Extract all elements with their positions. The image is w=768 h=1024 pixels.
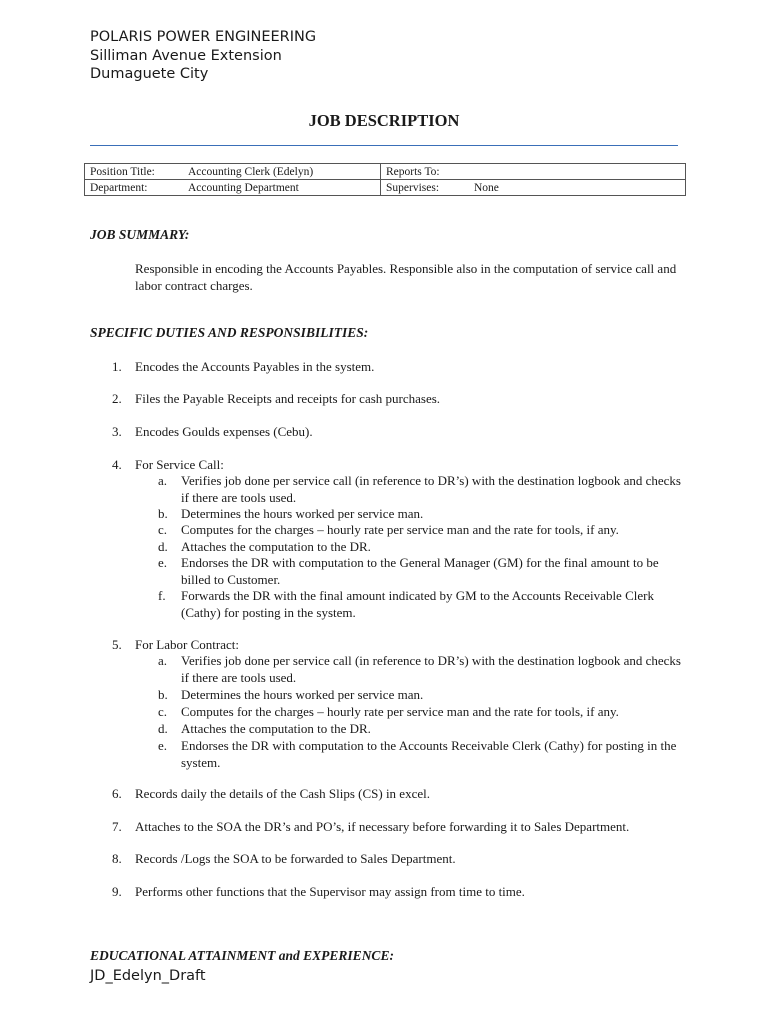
sub-list-text: Endorses the DR with computation to the Accounts Receivable Clerk (Cathy) for posting in the system. — [181, 738, 677, 770]
sub-list-text: Determines the hours worked per service man. — [181, 687, 424, 702]
sub-list-letter: a. — [158, 653, 168, 668]
title-divider — [90, 145, 678, 146]
list-number: 8. — [112, 851, 122, 866]
duties-heading: SPECIFIC DUTIES AND RESPONSIBILITIES: — [90, 325, 369, 340]
sub-list-text: Forwards the DR with the final amount indicated by GM to the Accounts Receivable Clerk (Cathy) for posting in the system. — [181, 588, 654, 620]
document-title: JOB DESCRIPTION — [308, 111, 460, 130]
document-footer: JD_Edelyn_Draft — [90, 968, 206, 984]
list-item-text: Files the Payable Receipts and receipts for cash purchases. — [135, 391, 441, 406]
list-item-text: For Labor Contract: — [135, 637, 239, 652]
sub-list-letter: d. — [158, 539, 168, 554]
sub-list-text: Attaches the computation to the DR. — [181, 539, 371, 554]
company-name: POLARIS POWER ENGINEERING — [90, 29, 317, 45]
sub-list-letter: a. — [158, 473, 168, 488]
list-number: 7. — [112, 819, 122, 834]
list-number: 9. — [112, 884, 122, 899]
job-summary-text: Responsible in encoding the Accounts Payables. Responsible also in the computation of service call and labor contract charges. — [135, 261, 677, 293]
list-number: 3. — [112, 424, 122, 439]
reports-to-label: Reports To: — [386, 165, 440, 178]
company-address-line2: Dumaguete City — [90, 66, 209, 83]
list-number: 6. — [112, 786, 122, 801]
sub-list-letter: e. — [158, 738, 168, 753]
position-title-value: Accounting Clerk (Edelyn) — [188, 165, 314, 178]
sub-list-text: Verifies job done per service call (in reference to DR’s) with the destination logbook and checks if there are tools used. — [181, 653, 681, 685]
job-summary-heading: JOB SUMMARY: — [90, 227, 190, 242]
sub-list-letter: c. — [158, 704, 168, 719]
supervises-value: None — [474, 181, 499, 194]
list-item-text: Performs other functions that the Supervisor may assign from time to time. — [135, 884, 525, 899]
sub-list-letter: b. — [158, 687, 168, 702]
list-item-text: Attaches to the SOA the DR’s and PO’s, if necessary before forwarding it to Sales Department. — [135, 819, 630, 834]
supervises-label: Supervises: — [386, 181, 440, 194]
position-info-table — [84, 163, 686, 196]
list-item-text: For Service Call: — [135, 457, 224, 472]
supervises-cell — [381, 180, 686, 196]
list-item-text: Encodes the Accounts Payables in the system. — [135, 359, 375, 374]
list-item-text: Records /Logs the SOA to be forwarded to Sales Department. — [135, 851, 456, 866]
reports-to-cell — [381, 164, 686, 180]
table-row — [85, 180, 686, 196]
department-label: Department: — [90, 181, 148, 194]
sub-list-text: Computes for the charges – hourly rate per service man and the rate for tools, if any. — [181, 522, 619, 537]
sub-list-text: Computes for the charges – hourly rate per service man and the rate for tools, if any. — [181, 704, 619, 719]
sub-list-text: Determines the hours worked per service man. — [181, 506, 424, 521]
sub-list-text: Endorses the DR with computation to the General Manager (GM) for the final amount to be billed to Customer. — [181, 555, 659, 587]
list-number: 5. — [112, 637, 122, 652]
list-item-text: Records daily the details of the Cash Slips (CS) in excel. — [135, 786, 430, 801]
sub-list-text: Attaches the computation to the DR. — [181, 721, 371, 736]
list-item-text: Encodes Goulds expenses (Cebu). — [135, 424, 313, 439]
list-number: 2. — [112, 391, 122, 406]
list-number: 1. — [112, 359, 122, 374]
sub-list-letter: c. — [158, 522, 168, 537]
company-address-line1: Silliman Avenue Extension — [90, 47, 282, 64]
department-cell — [85, 180, 381, 196]
education-heading: EDUCATIONAL ATTAINMENT and EXPERIENCE: — [90, 948, 394, 963]
sub-list-letter: d. — [158, 721, 168, 736]
sub-list-text: Verifies job done per service call (in reference to DR’s) with the destination logbook and checks if there are tools used. — [181, 473, 681, 505]
position-title-label: Position Title: — [90, 165, 155, 178]
position-title-cell — [85, 164, 381, 180]
table-row — [85, 164, 686, 180]
department-value: Accounting Department — [188, 181, 299, 194]
sub-list-letter: b. — [158, 506, 168, 521]
list-number: 4. — [112, 457, 122, 472]
sub-list-letter: f. — [158, 588, 166, 603]
sub-list-letter: e. — [158, 555, 168, 570]
company-header — [90, 28, 316, 84]
